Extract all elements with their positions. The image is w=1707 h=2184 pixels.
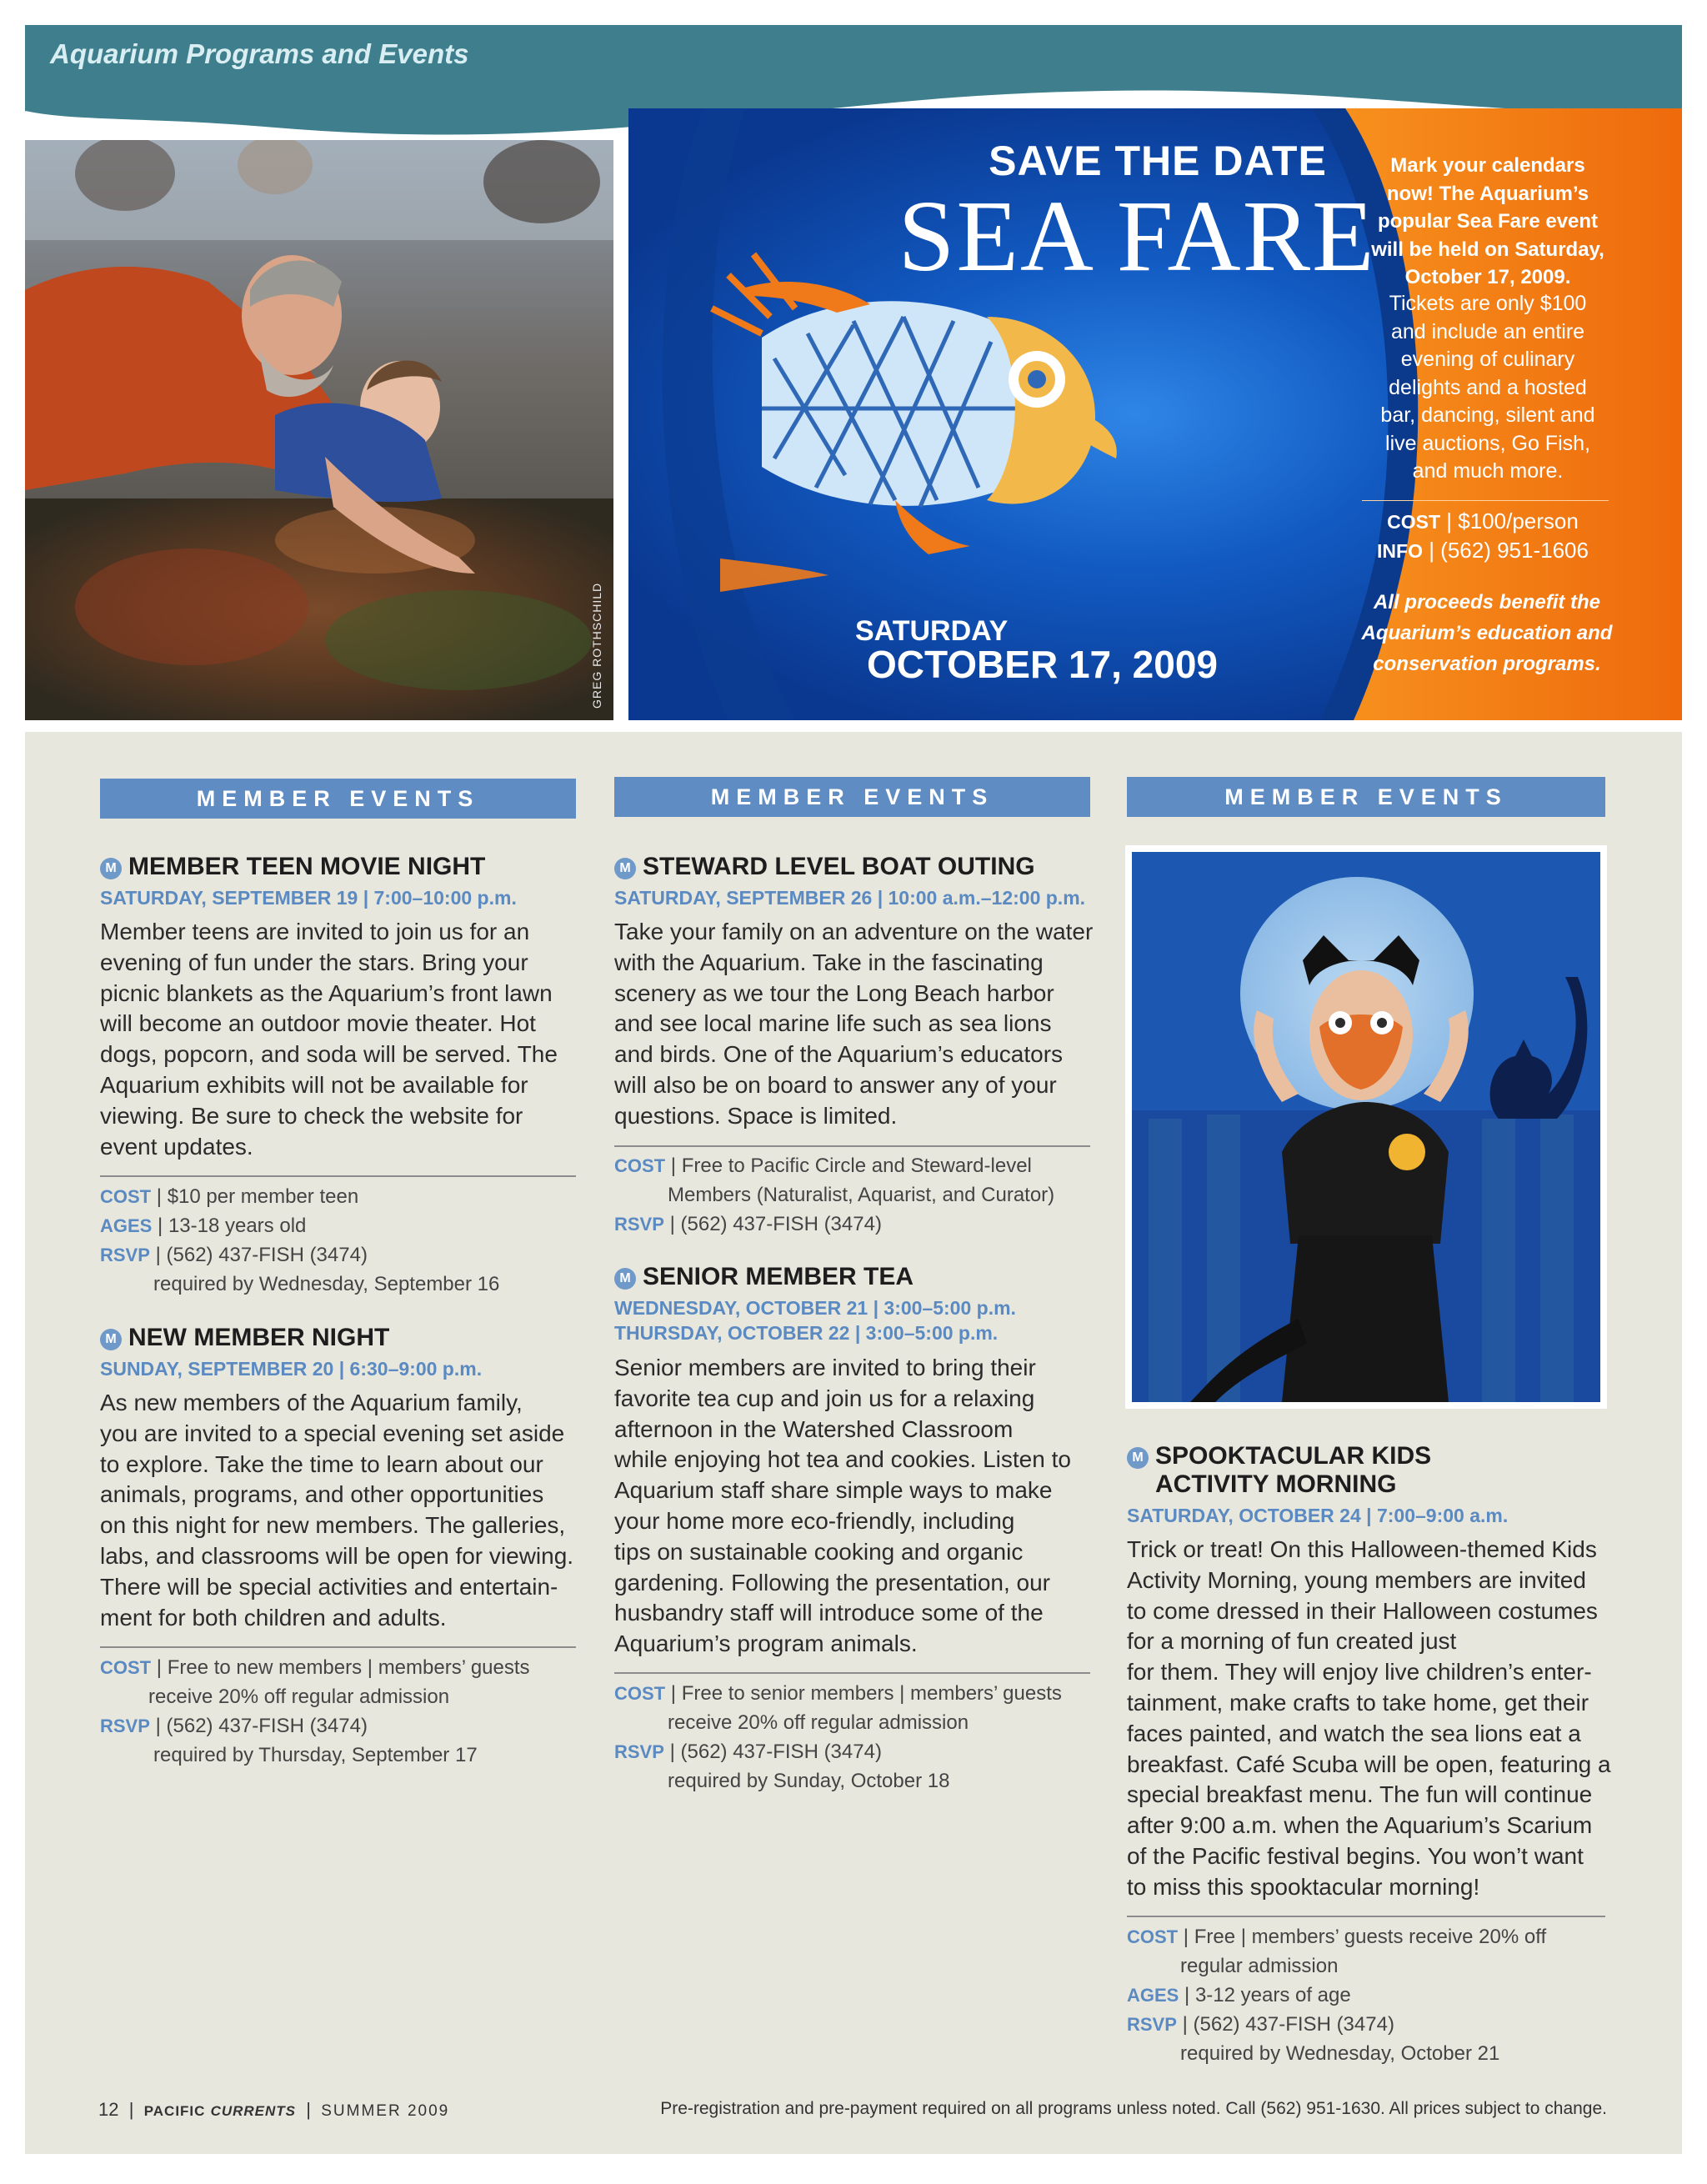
rsvp-phone: (562) 437-FISH (3474): [166, 1244, 368, 1266]
cost-value: Free to senior members | members’ guests: [681, 1682, 1062, 1705]
body-line: and see local marine life such as sea lions: [614, 1010, 1052, 1037]
separator: |: [665, 1682, 682, 1705]
body-line: faces painted, and watch the sea lions eat a: [1127, 1720, 1581, 1746]
event-description: [100, 917, 592, 1162]
ad-body-line: delights and a hosted: [1389, 375, 1587, 399]
event-date: SATURDAY, OCTOBER 24 | 7:00–9:00 a.m.: [1127, 1505, 1509, 1526]
ad-intro-line: Mark your calendars: [1390, 154, 1585, 177]
issue-season: SUMMER 2009: [321, 2102, 450, 2120]
body-line: ment for both children and adults.: [100, 1604, 447, 1630]
rsvp-phone: (562) 437-FISH (3474): [166, 1715, 368, 1737]
event-title: [100, 1324, 389, 1352]
column-header: MEMBER EVENTS: [1127, 777, 1605, 817]
cost-value-continued: regular admission: [1180, 1955, 1339, 1977]
ad-body-line: Tickets are only $100: [1389, 292, 1587, 315]
body-line: viewing. Be sure to check the website for: [100, 1102, 523, 1129]
body-line: will become an outdoor movie theater. Hot: [100, 1010, 536, 1037]
body-line: dogs, popcorn, and soda will be served. The: [100, 1041, 558, 1068]
page-number: 12: [98, 2099, 119, 2120]
info-phone: (562) 951-1606: [1440, 538, 1589, 563]
ages-label: AGES: [1127, 1985, 1179, 2006]
body-line: Activity Morning, young members are invited: [1127, 1566, 1586, 1593]
body-line: Take your family on an adventure on the water: [614, 919, 1094, 944]
rsvp-label: RSVP: [1127, 2014, 1177, 2035]
separator: |: [301, 2099, 317, 2120]
event-day: SATURDAY: [855, 615, 1009, 647]
cost-label: COST: [614, 1683, 666, 1704]
member-badge-icon: M: [614, 858, 636, 879]
body-line: to come dressed in their Halloween costumes: [1127, 1597, 1598, 1624]
event-description: [100, 1388, 600, 1633]
body-line: special breakfast menu. The fun will continue: [1127, 1781, 1593, 1808]
event-date: SATURDAY, SEPTEMBER 19 | 7:00–10:00 p.m.: [100, 887, 517, 909]
body-line: to miss this spooktacular morning!: [1127, 1873, 1480, 1900]
publication-name: PACIFIC: [143, 2103, 206, 2119]
ad-intro-text: [1350, 152, 1625, 292]
separator: |: [663, 1741, 681, 1763]
event-title-continued: ACTIVITY MORNING: [1155, 1470, 1397, 1498]
body-line: event updates.: [100, 1133, 253, 1160]
divider: [100, 1175, 576, 1177]
cost-label: COST: [100, 1186, 152, 1207]
ad-intro-line: October 17, 2009.: [1404, 266, 1571, 288]
ad-body-line: and include an entire: [1390, 319, 1585, 343]
sea-fare-ad: [628, 108, 1682, 720]
body-line: after 9:00 a.m. when the Aquarium’s Scarium: [1127, 1812, 1593, 1839]
rsvp-deadline: required by Wednesday, October 21: [1180, 2042, 1500, 2065]
separator: |: [149, 1244, 167, 1266]
rsvp-deadline: required by Wednesday, September 16: [153, 1273, 500, 1295]
body-line: labs, and classrooms will be open for viewing.: [100, 1542, 574, 1569]
separator: |: [1176, 2013, 1194, 2036]
save-the-date-heading: SAVE THE DATE: [989, 138, 1327, 184]
ages-value: 3-12 years of age: [1194, 1984, 1351, 2006]
body-line: There will be special activities and entertain-: [100, 1573, 558, 1600]
event-title-text: STEWARD LEVEL BOAT OUTING: [643, 853, 1035, 880]
sea-fare-title: SEA FARE: [898, 180, 1376, 293]
body-line: you are invited to a special evening set aside: [100, 1420, 565, 1446]
body-line: tips on sustainable cooking and organic: [614, 1538, 1024, 1565]
separator: |: [152, 1215, 168, 1237]
rsvp-phone: (562) 437-FISH (3474): [680, 1741, 882, 1763]
rsvp-deadline: required by Thursday, September 17: [153, 1744, 478, 1766]
ad-body-line: bar, dancing, silent and: [1380, 403, 1595, 427]
ad-body-line: and much more.: [1412, 459, 1564, 483]
cost-value: Free | members’ guests receive 20% off: [1194, 1926, 1547, 1948]
event-date: THURSDAY, OCTOBER 22 | 3:00–5:00 p.m.: [614, 1322, 999, 1344]
event-title: [1127, 1442, 1431, 1470]
info-label: INFO: [1377, 540, 1423, 562]
column-header: MEMBER EVENTS: [100, 779, 576, 819]
cost-label: COST: [614, 1155, 666, 1176]
body-line: Senior members are invited to bring their: [614, 1355, 1036, 1380]
event-description: [614, 1353, 1114, 1660]
cost-value-continued: Members (Naturalist, Aquarist, and Curator): [668, 1184, 1055, 1206]
touch-pool-photo: [25, 140, 613, 720]
body-line: to explore. Take the time to learn about our: [100, 1450, 543, 1477]
body-line: husbandry staff will introduce some of the: [614, 1600, 1044, 1626]
ad-proceeds-note: [1337, 587, 1637, 679]
body-line: while enjoying hot tea and cookies. Listen to: [614, 1446, 1071, 1473]
separator: |: [151, 1656, 168, 1679]
event-details: [1127, 1922, 1627, 2068]
body-line: afternoon in the Watershed Classroom: [614, 1415, 1014, 1442]
body-line: for them. They will enjoy live children’s enter-: [1127, 1659, 1592, 1686]
body-line: Member teens are invited to join us for an: [100, 919, 530, 944]
cost-value-continued: receive 20% off regular admission: [668, 1711, 969, 1734]
body-line: Aquarium exhibits will not be available for: [100, 1071, 528, 1098]
ad-cost-info: [1345, 507, 1620, 565]
body-line: will also be on board to answer any of your: [614, 1071, 1057, 1098]
rsvp-deadline: required by Sunday, October 18: [668, 1770, 950, 1792]
rsvp-phone: (562) 437-FISH (3474): [680, 1213, 882, 1235]
cost-label: COST: [1387, 511, 1441, 533]
member-badge-icon: M: [100, 1329, 122, 1350]
separator: |: [1178, 1926, 1194, 1948]
body-line: gardening. Following the presentation, our: [614, 1569, 1051, 1595]
cost-value-continued: receive 20% off regular admission: [148, 1686, 450, 1708]
event-title-text: MEMBER TEEN MOVIE NIGHT: [128, 853, 486, 880]
divider: [614, 1672, 1090, 1674]
member-badge-icon: M: [100, 858, 122, 879]
body-line: tainment, make crafts to take home, get their: [1127, 1689, 1589, 1716]
cost-label: COST: [100, 1657, 152, 1678]
event-description: [614, 917, 1114, 1132]
divider: [614, 1145, 1090, 1147]
separator: |: [1179, 1984, 1195, 2006]
ad-body-text: [1350, 290, 1625, 486]
body-line: breakfast. Café Scuba will be open, featuring a: [1127, 1751, 1611, 1777]
body-line: on this night for new members. The galleries,: [100, 1512, 566, 1539]
separator: |: [663, 1213, 681, 1235]
separator: |: [123, 2099, 139, 2120]
rsvp-label: RSVP: [614, 1741, 664, 1762]
body-line: and birds. One of the Aquarium’s educators: [614, 1041, 1064, 1068]
body-line: of the Pacific festival begins. You won’t want: [1127, 1842, 1584, 1869]
separator: |: [1440, 508, 1459, 533]
ad-divider: [1362, 500, 1609, 501]
member-badge-icon: M: [1127, 1447, 1149, 1469]
event-details: [100, 1653, 600, 1770]
cost-label: COST: [1127, 1926, 1179, 1947]
footer-note: Pre-registration and pre-payment required on all programs unless noted. Call (562) 951-1630. All prices subject to change.: [660, 2099, 1607, 2118]
ad-intro-line: popular Sea Fare event: [1377, 210, 1599, 233]
cost-value: $100/person: [1458, 508, 1579, 533]
ad-body-line: live auctions, Go Fish,: [1385, 431, 1590, 455]
ages-label: AGES: [100, 1215, 153, 1236]
event-date: WEDNESDAY, OCTOBER 21 | 3:00–5:00 p.m.: [614, 1297, 1016, 1319]
body-line: evening of fun under the stars. Bring your: [100, 949, 528, 975]
publication-name-part: CURRENTS: [210, 2103, 297, 2119]
event-title: [614, 853, 1035, 881]
event-description: [1127, 1535, 1627, 1903]
ad-intro-line: now! The Aquarium’s: [1386, 182, 1589, 205]
event-date: OCTOBER 17, 2009: [867, 643, 1219, 686]
rsvp-label: RSVP: [100, 1245, 150, 1265]
body-line: your home more eco-friendly, including: [614, 1507, 1015, 1534]
body-line: scenery as we tour the Long Beach harbor: [614, 979, 1054, 1006]
body-line: favorite tea cup and join us for a relaxing: [614, 1385, 1035, 1411]
event-title-text: NEW MEMBER NIGHT: [128, 1324, 390, 1351]
cost-value: $10 per member teen: [167, 1185, 359, 1208]
event-title-text: SPOOKTACULAR KIDS: [1155, 1442, 1432, 1470]
footer-folio: [98, 2099, 449, 2121]
ad-proceeds-line: Aquarium’s education and: [1361, 622, 1613, 644]
event-details: [614, 1151, 1114, 1239]
divider: [1127, 1916, 1605, 1917]
ad-body-line: evening of culinary: [1400, 348, 1575, 371]
ad-intro-line: will be held on Saturday,: [1371, 238, 1604, 261]
body-line: animals, programs, and other opportunities: [100, 1481, 544, 1508]
event-date: SUNDAY, SEPTEMBER 20 | 6:30–9:00 p.m.: [100, 1358, 483, 1380]
event-date: SATURDAY, SEPTEMBER 26 | 10:00 a.m.–12:00 p.m.: [614, 887, 1086, 909]
rsvp-label: RSVP: [100, 1716, 150, 1736]
separator: |: [665, 1155, 682, 1177]
halloween-costume-photo: [1132, 852, 1600, 1402]
section-title: Aquarium Programs and Events: [50, 38, 469, 69]
rsvp-label: RSVP: [614, 1214, 664, 1235]
photo-credit: GREG ROTHSCHILD: [590, 582, 603, 709]
ages-value: 13-18 years old: [168, 1215, 307, 1237]
body-line: Aquarium staff share simple ways to make: [614, 1477, 1053, 1504]
event-details: [614, 1679, 1114, 1796]
body-line: Trick or treat! On this Halloween-themed Kids: [1127, 1536, 1597, 1562]
ad-proceeds-line: All proceeds benefit the: [1373, 591, 1601, 614]
body-line: Aquarium’s program animals.: [614, 1630, 918, 1657]
column-header: MEMBER EVENTS: [614, 777, 1090, 817]
member-badge-icon: M: [614, 1268, 636, 1290]
event-title: [614, 1263, 914, 1291]
cost-value: Free to new members | members’ guests: [167, 1656, 530, 1679]
event-details: [100, 1182, 592, 1299]
body-line: with the Aquarium. Take in the fascinating: [614, 949, 1044, 975]
body-line: picnic blankets as the Aquarium’s front lawn: [100, 979, 553, 1006]
body-line: As new members of the Aquarium family,: [100, 1390, 523, 1415]
separator: |: [149, 1715, 167, 1737]
divider: [100, 1646, 576, 1648]
cost-value: Free to Pacific Circle and Steward-level: [681, 1155, 1032, 1177]
body-line: questions. Space is limited.: [614, 1102, 898, 1129]
event-title: [100, 853, 485, 881]
separator: |: [151, 1185, 168, 1208]
separator: |: [1422, 538, 1441, 563]
ad-proceeds-line: conservation programs.: [1373, 653, 1601, 675]
body-line: for a morning of fun created just: [1127, 1628, 1457, 1655]
event-title-text: SENIOR MEMBER TEA: [643, 1263, 914, 1290]
rsvp-phone: (562) 437-FISH (3474): [1193, 2013, 1394, 2036]
